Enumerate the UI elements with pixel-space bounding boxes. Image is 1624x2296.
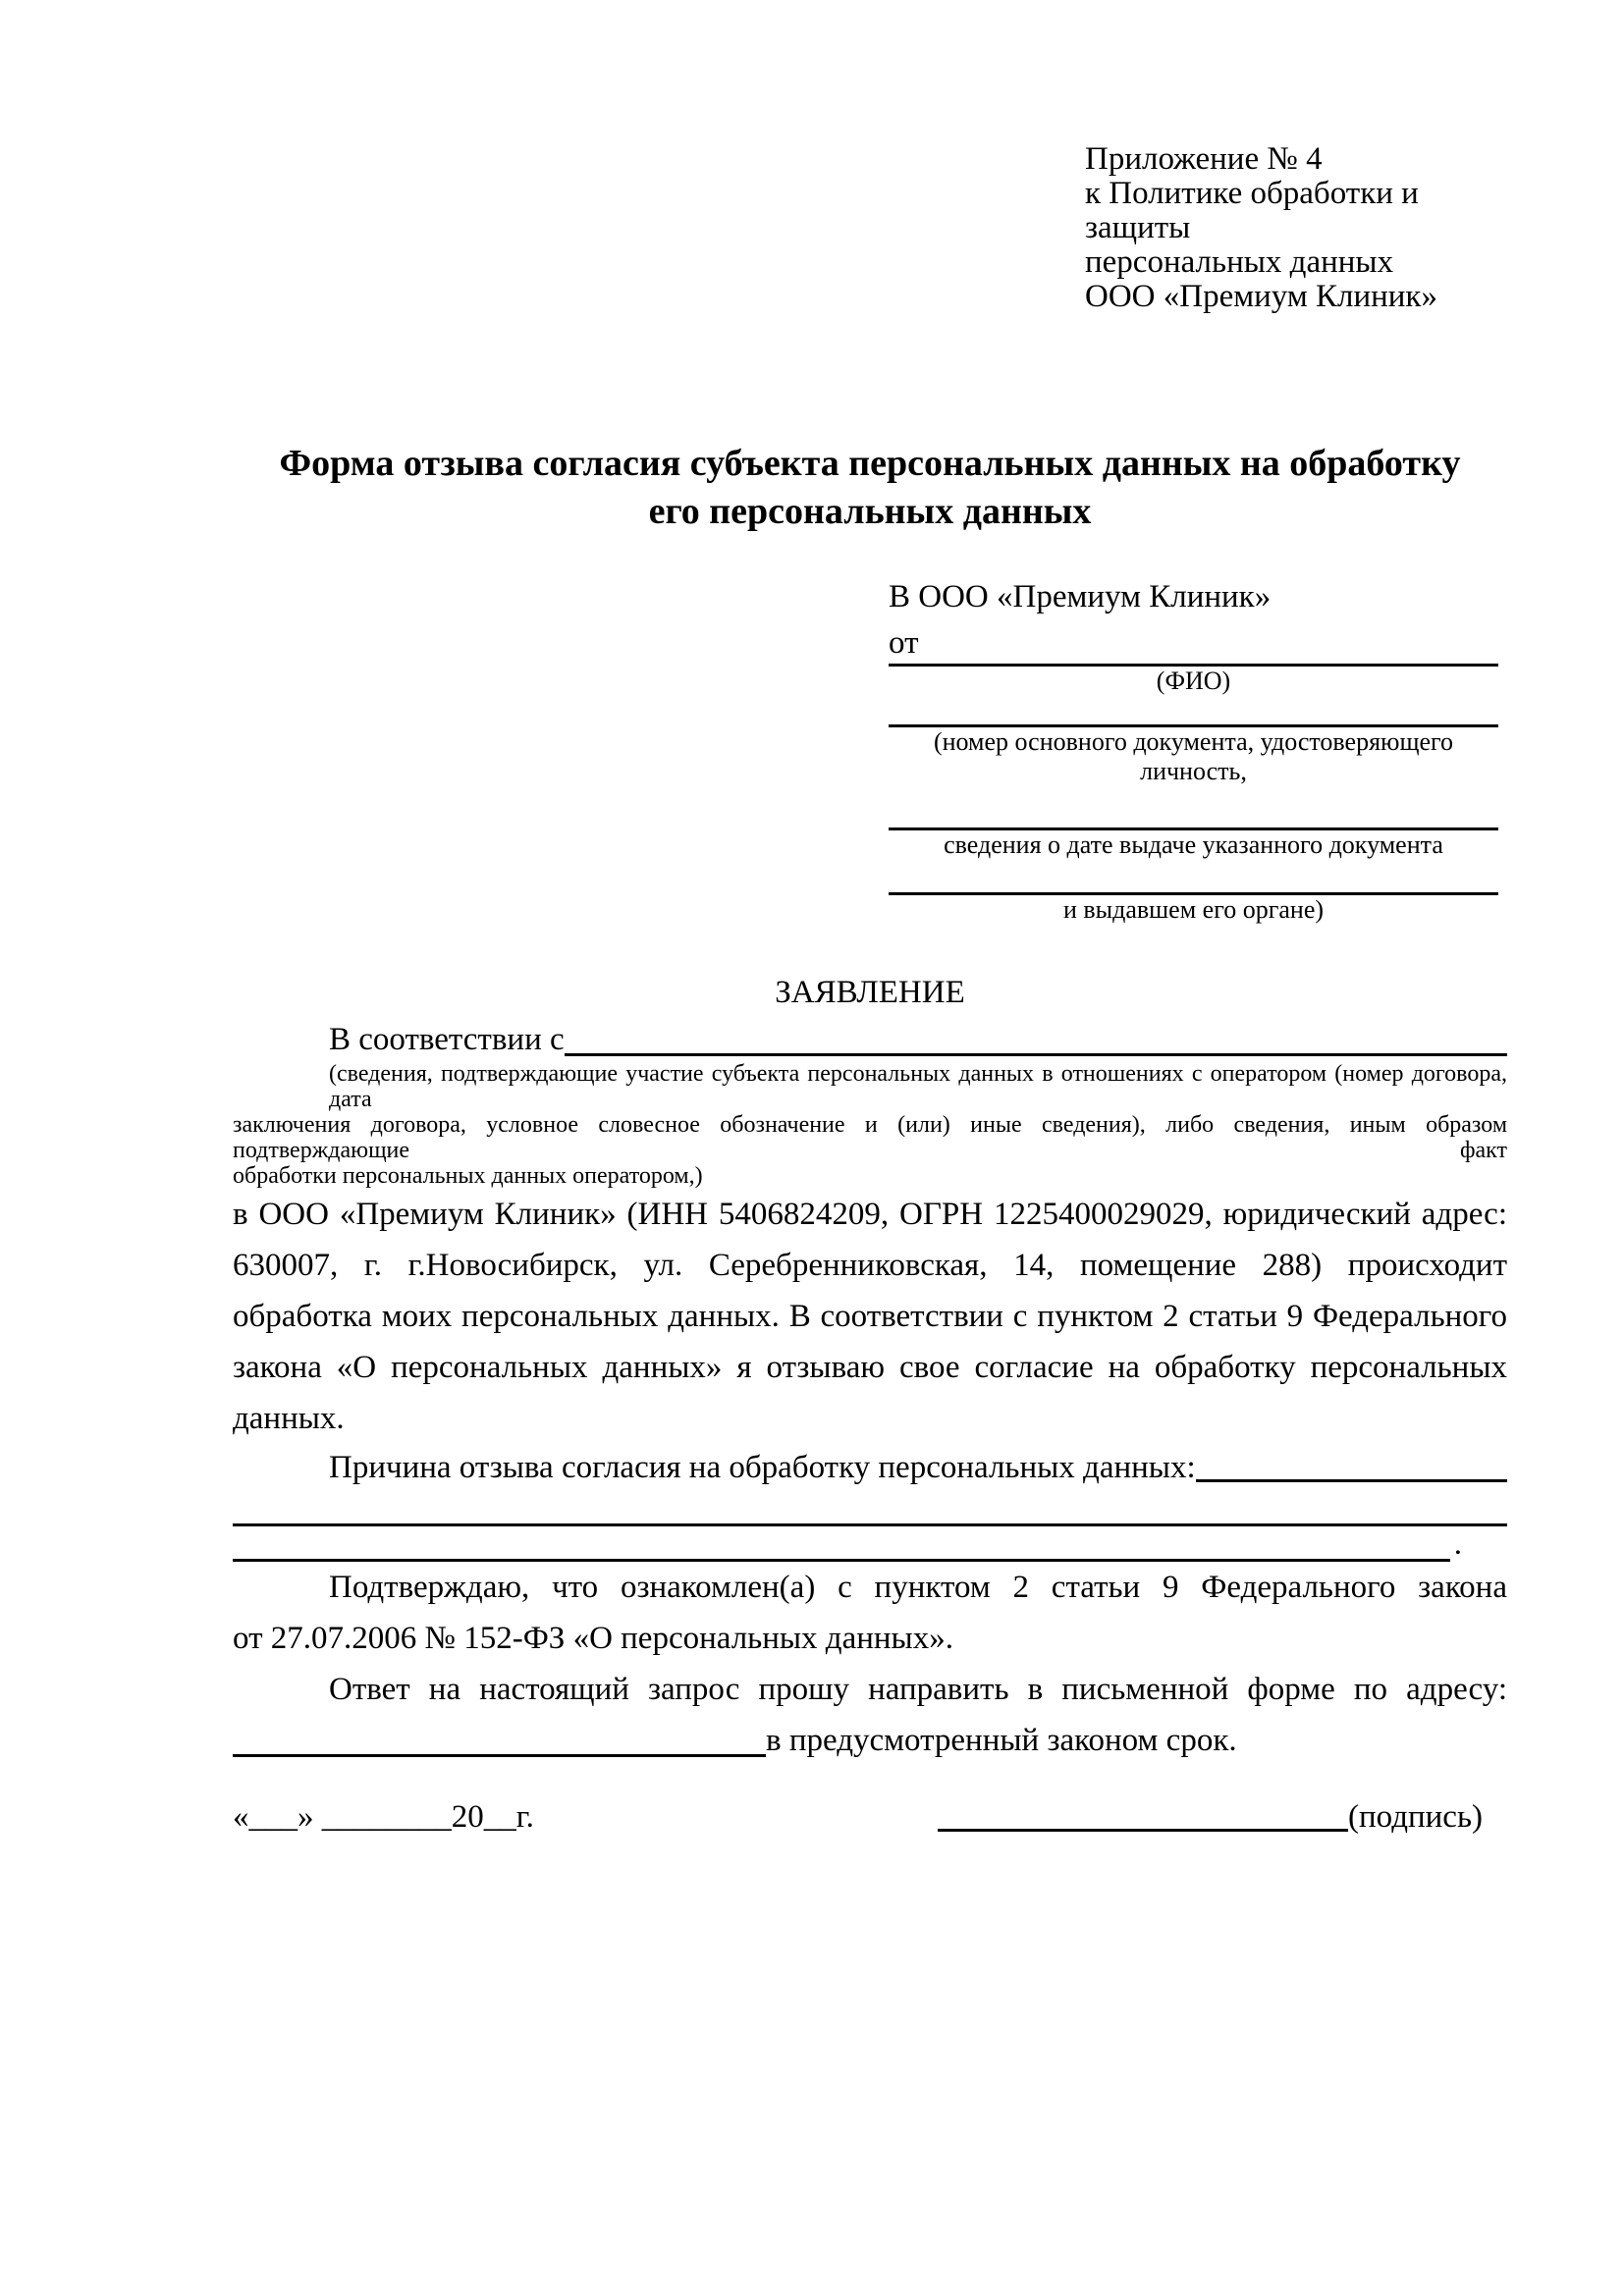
appendix-line: ООО «Премиум Клиник» [1085,279,1437,314]
confirm-line: от 27.07.2006 № 152-ФЗ «О персональных данных». [233,1621,953,1656]
appendix-block [1085,142,1507,314]
blank-line-period: . [1453,1526,1462,1562]
reply-row-2 [233,1715,1507,1766]
footnote-line: заключения договора, условное словесное обозначение и (или) иные сведения), либо сведения, иным образом подтверждающие факт [233,1112,1507,1163]
form-title-line: Форма отзыва согласия субъекта персональных данных на обработку [279,443,1461,484]
body-line: закона «О персональных данных» я отзываю свое согласие на обработку персональных [233,1350,1507,1385]
footnote-line: (сведения, подтверждающие участие субъекта персональных данных в отношениях с оператором (номер договора, дата [329,1061,1507,1112]
confirm-paragraph [233,1562,1507,1664]
date-blank: «___» ________20__г. [233,1799,534,1835]
body-line: данных. [233,1401,345,1436]
reason-fill-line [1196,1444,1507,1482]
reason-fill-line-2 [233,1491,1507,1526]
appendix-line: персональных данных [1085,244,1394,280]
signature-line [938,1795,1348,1832]
issue-date-caption: сведения о дате выдаче указанного документа [944,830,1443,859]
footnote [233,1061,1507,1189]
appendix-line: к Политике обработки и защиты [1085,176,1419,245]
addressee-from-label: от [889,625,919,661]
reason-row [233,1444,1507,1491]
document-number-fill-line [889,724,1498,786]
body-paragraph [233,1189,1507,1444]
confirm-line: Подтверждаю, что ознакомлен(а) с пунктом 2 статьи 9 Федерального закона [329,1570,1507,1605]
addressee-to: В ООО «Премиум Клиник» [889,579,1272,614]
intro-fill-line [565,1014,1507,1056]
intro-label: В соответствии с [329,1022,565,1057]
body-line: в ООО «Премиум Клиник» (ИНН 5406824209, ОГРН 1225400029029, юридический адрес: [233,1197,1507,1232]
addressee-block [889,571,1498,925]
reply-suffix: в предусмотренный законом срок. [766,1723,1237,1758]
issue-date-fill-line [889,828,1498,860]
reason-blank-line-1 [233,1491,1507,1526]
issuing-authority-fill-line [889,892,1498,925]
document-number-caption: (номер основного документа, удостоверяющего личность, [933,727,1454,785]
form-title-line: его персональных данных [648,491,1092,532]
appendix-line: Приложение № 4 [1085,141,1323,177]
body-line: обработка моих персональных данных. В соответствии с пунктом 2 статьи 9 Федерального [233,1299,1507,1334]
body-line: 630007, г. г.Новосибирск, ул. Серебренниковская, 14, помещение 288) происходит [233,1248,1507,1283]
reply-address-fill-line [233,1715,766,1757]
signature-group [938,1795,1483,1839]
reason-fill-line-3 [233,1526,1450,1562]
form-title [233,440,1507,536]
footer-row [233,1795,1507,1839]
statement-heading: ЗАЯВЛЕНИЕ [775,975,965,1010]
signature-caption: (подпись) [1348,1799,1483,1835]
reason-blank-line-2 [233,1526,1507,1562]
fio-fill-line [889,664,1498,696]
footnote-line: обработки персональных данных оператором,) [233,1163,703,1189]
reply-line-1: Ответ на настоящий запрос прошу направить в письменной форме по адресу: [329,1672,1507,1707]
fio-caption: (ФИО) [1156,667,1231,695]
issuing-authority-caption: и выдавшем его органе) [1062,895,1325,924]
reason-label: Причина отзыва согласия на обработку персональных данных: [329,1450,1196,1485]
intro-row [233,1014,1507,1065]
